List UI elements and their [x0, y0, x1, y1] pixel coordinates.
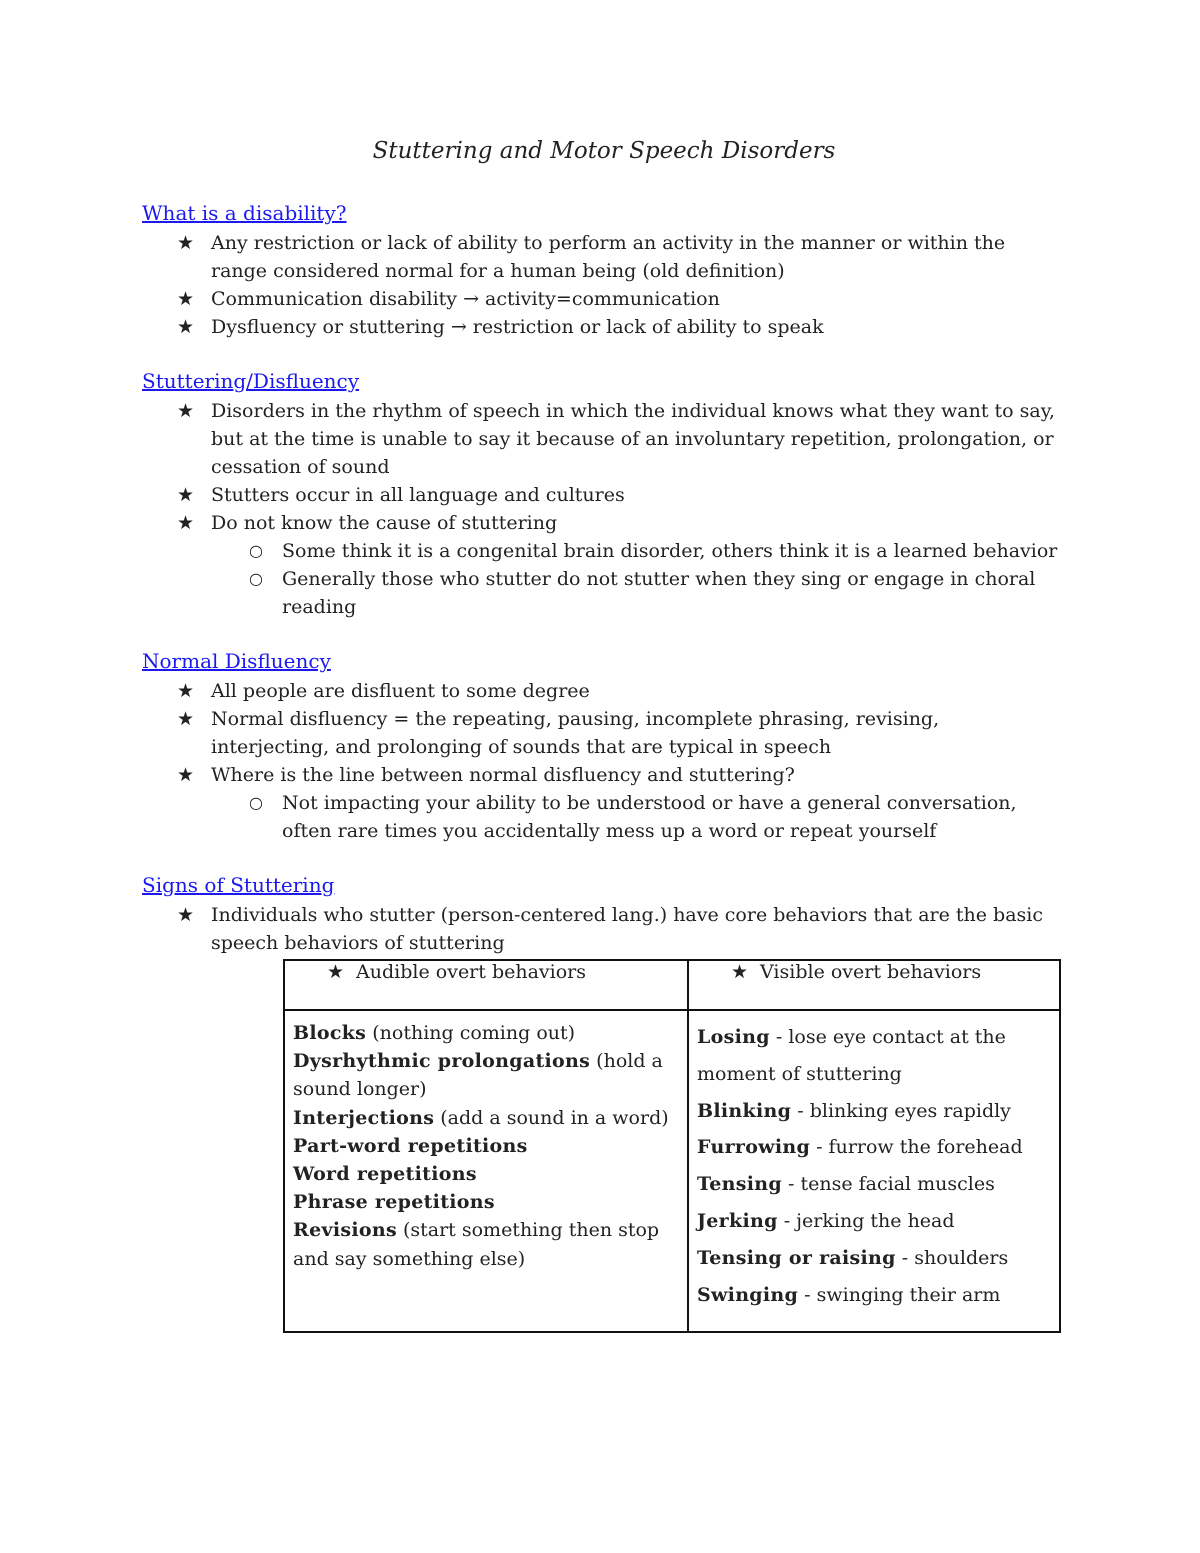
audible-behavior-row [293, 1047, 679, 1103]
sub-bullet-list [211, 789, 1062, 845]
list-item [177, 397, 1062, 481]
list-item-text: Normal disfluency = the repeating, pausing, incomplete phrasing, revising, interjecting, and prolonging of sounds that are typical in speech [211, 708, 940, 758]
audible-behavior-row [293, 1019, 679, 1047]
section-stuttering-disfluency [142, 369, 1062, 621]
visible-header-cell [688, 960, 1060, 1010]
star-bullet-icon: ★ [177, 484, 195, 506]
behavior-description: - tense facial muscles [781, 1173, 995, 1196]
sub-list-item-text: Not impacting your ability to be understood or have a general conversation, often rare times you accidentally mess up a word or repeat yourself [282, 792, 1017, 842]
list-item-text: Communication disability → activity=communication [211, 288, 720, 310]
visible-behavior-row [697, 1166, 1051, 1203]
circle-bullet-icon: ○ [249, 541, 263, 560]
behavior-description: - lose eye contact at the moment of stuttering [697, 1026, 1006, 1085]
star-bullet-icon: ★ [327, 961, 345, 983]
behavior-description: (nothing coming out) [366, 1022, 576, 1044]
visible-behavior-row [697, 1277, 1051, 1314]
star-bullet-icon: ★ [177, 680, 195, 702]
visible-behavior-row [697, 1240, 1051, 1277]
audible-behavior-row [293, 1132, 679, 1160]
behavior-term: Tensing or raising [697, 1246, 896, 1269]
star-bullet-icon: ★ [177, 512, 195, 534]
list-item [177, 705, 1062, 761]
circle-bullet-icon: ○ [249, 569, 263, 588]
bullet-list [142, 901, 1062, 957]
behaviors-table [283, 959, 1061, 1333]
section-signs-of-stuttering [142, 873, 1062, 957]
star-bullet-icon: ★ [177, 316, 195, 338]
list-item [177, 285, 1062, 313]
section-heading: Normal Disfluency [142, 649, 331, 673]
list-item [177, 761, 1062, 845]
star-bullet-icon: ★ [177, 288, 195, 310]
star-bullet-icon: ★ [731, 961, 749, 983]
sub-bullet-list [211, 537, 1062, 621]
visible-header-label: Visible overt behaviors [760, 961, 982, 983]
behavior-term: Furrowing [697, 1136, 811, 1159]
audible-behavior-row [293, 1160, 679, 1188]
star-bullet-icon: ★ [177, 764, 195, 786]
document-sections [142, 201, 1062, 957]
section-heading: Signs of Stuttering [142, 873, 335, 897]
list-item-text: Dysfluency or stuttering → restriction or lack of ability to speak [211, 316, 824, 338]
behavior-description: - jerking the head [777, 1209, 955, 1232]
star-bullet-icon: ★ [177, 708, 195, 730]
visible-behavior-row [697, 1129, 1051, 1166]
audible-behaviors-cell [284, 1010, 688, 1332]
behavior-description: (start something then stop and say something else) [293, 1219, 660, 1270]
list-item [177, 901, 1062, 957]
visible-behaviors-cell [688, 1010, 1060, 1332]
sub-list-item-text: Generally those who stutter do not stutter when they sing or engage in choral reading [282, 568, 1036, 618]
list-item-text: Any restriction or lack of ability to perform an activity in the manner or within the range considered normal for a human being (old definition) [211, 232, 1006, 282]
behavior-term: Tensing [697, 1173, 782, 1196]
list-item-text: Disorders in the rhythm of speech in which the individual knows what they want to say, but at the time is unable to say it because of an involuntary repetition, prolongation, or cessation of sound [211, 400, 1055, 478]
bullet-list [142, 397, 1062, 621]
behavior-term: Jerking [697, 1209, 778, 1232]
behavior-term: Phrase repetitions [293, 1191, 495, 1214]
star-bullet-icon: ★ [177, 400, 195, 422]
list-item-text: All people are disfluent to some degree [211, 680, 590, 702]
section-normal-disfluency [142, 649, 1062, 845]
sub-list-item [249, 789, 1062, 845]
behavior-term: Revisions [293, 1219, 397, 1242]
behavior-term: Blinking [697, 1099, 792, 1122]
behavior-description: - furrow the forehead [810, 1136, 1023, 1159]
audible-behavior-row [293, 1104, 679, 1132]
section-heading: Stuttering/Disfluency [142, 369, 360, 393]
behaviors-table-body-row [284, 1010, 1060, 1332]
list-item-text: Individuals who stutter (person-centered lang.) have core behaviors that are the basic speech behaviors of stuttering [211, 904, 1044, 954]
list-item-text: Do not know the cause of stuttering [211, 512, 558, 534]
audible-header-cell [284, 960, 688, 1010]
behavior-description: - blinking eyes rapidly [791, 1099, 1011, 1122]
list-item [177, 229, 1062, 285]
behavior-term: Part-word repetitions [293, 1134, 528, 1157]
behavior-term: Losing [697, 1026, 770, 1048]
behavior-term: Interjections [293, 1106, 435, 1129]
list-item [177, 313, 1062, 341]
behavior-description: - shoulders [895, 1246, 1009, 1269]
visible-behavior-row [697, 1093, 1051, 1130]
section-heading: What is a disability? [142, 201, 347, 225]
visible-behavior-row [697, 1019, 1051, 1093]
list-item-text: Stutters occur in all language and cultures [211, 484, 625, 506]
circle-bullet-icon: ○ [249, 793, 263, 812]
audible-behavior-row [293, 1216, 679, 1272]
bullet-list [142, 229, 1062, 341]
star-bullet-icon: ★ [177, 232, 195, 254]
audible-behavior-row [293, 1188, 679, 1216]
sub-list-item [249, 565, 1062, 621]
behavior-term: Blocks [293, 1022, 367, 1044]
sub-list-item [249, 537, 1062, 565]
sub-list-item-text: Some think it is a congenital brain disorder, others think it is a learned behavior [282, 540, 1058, 562]
visible-behavior-row [697, 1203, 1051, 1240]
behavior-term: Swinging [697, 1283, 799, 1306]
document-page [142, 138, 1062, 1333]
audible-header-label: Audible overt behaviors [356, 961, 586, 983]
behavior-description: - swinging their arm [798, 1283, 1001, 1306]
list-item-text: Where is the line between normal disfluency and stuttering? [211, 764, 795, 786]
section-what-is-a-disability [142, 201, 1062, 341]
behavior-description: (add a sound in a word) [434, 1106, 669, 1129]
list-item [177, 481, 1062, 509]
list-item [177, 509, 1062, 621]
behaviors-table-header-row [284, 960, 1060, 1010]
bullet-list [142, 677, 1062, 845]
behavior-term: Dysrhythmic prolongations [293, 1050, 591, 1073]
behavior-description: (hold a sound longer) [293, 1050, 663, 1101]
behavior-term: Word repetitions [293, 1163, 477, 1186]
star-bullet-icon: ★ [177, 904, 195, 926]
document-title: Stuttering and Motor Speech Disorders [372, 138, 836, 164]
list-item [177, 677, 1062, 705]
